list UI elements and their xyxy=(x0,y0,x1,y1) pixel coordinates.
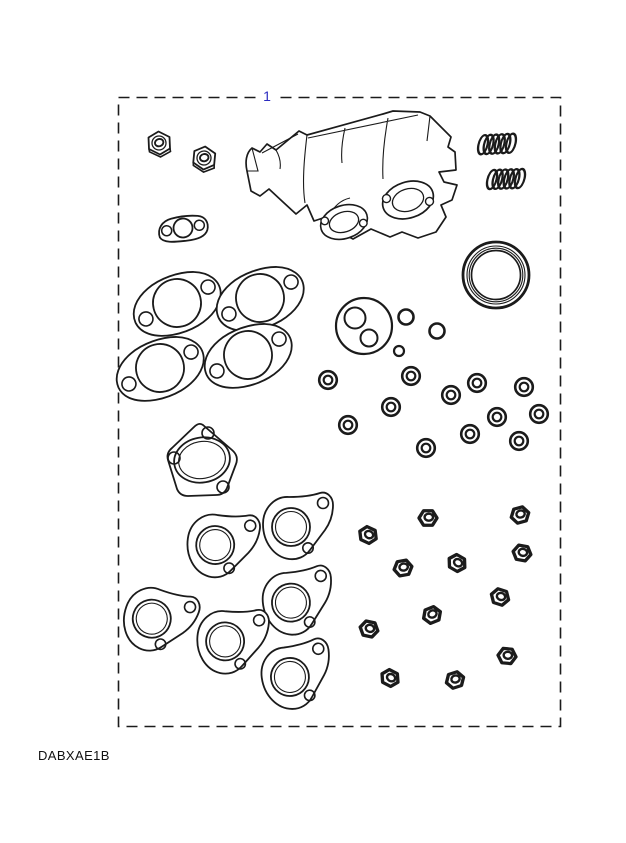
pentagon-flange-gasket xyxy=(168,424,237,496)
washer xyxy=(319,371,337,389)
triangular-exhaust-gasket xyxy=(183,507,262,583)
flange-nut xyxy=(393,559,413,576)
washer xyxy=(339,416,357,434)
o-ring xyxy=(399,310,414,325)
oval-port-gasket xyxy=(126,265,228,343)
triangular-exhaust-gasket xyxy=(263,493,333,560)
hex-nut xyxy=(149,132,171,158)
manifold-assembly xyxy=(246,111,457,245)
washer xyxy=(402,367,420,385)
washer xyxy=(382,398,400,416)
flange-nut xyxy=(489,587,511,606)
flange-nut xyxy=(379,667,402,688)
oval-port-gasket xyxy=(197,317,299,395)
washer xyxy=(530,405,548,423)
washer xyxy=(515,378,533,396)
small-oval-gasket xyxy=(158,214,210,244)
flange-nut xyxy=(421,605,443,625)
flange-nut xyxy=(512,544,532,561)
flange-nut xyxy=(509,506,530,525)
flange-nut xyxy=(419,511,437,525)
hex-nut xyxy=(192,145,217,173)
washer xyxy=(442,386,460,404)
triangular-exhaust-gasket xyxy=(257,637,336,713)
triangular-exhaust-gasket xyxy=(194,605,270,677)
washer xyxy=(461,425,479,443)
flange-nut xyxy=(357,525,379,546)
coil-spring xyxy=(476,133,519,154)
flange-nut xyxy=(446,552,469,574)
triangular-exhaust-gasket xyxy=(260,565,336,637)
triangular-exhaust-gasket xyxy=(114,577,203,664)
oval-port-gasket xyxy=(109,330,211,408)
washer xyxy=(488,408,506,426)
seal-ring xyxy=(463,242,529,308)
washer xyxy=(417,439,435,457)
o-ring xyxy=(430,324,445,339)
flange-nut xyxy=(359,620,380,638)
part-code-text: DABXAE1B xyxy=(38,748,110,763)
twin-hole-gasket xyxy=(336,298,392,354)
o-ring-small xyxy=(394,346,404,356)
flange-nut xyxy=(497,648,516,664)
flange-nut xyxy=(444,670,466,689)
washer xyxy=(468,374,486,392)
callout-label-1[interactable]: 1 xyxy=(256,88,278,105)
coil-spring xyxy=(485,169,528,189)
washer xyxy=(510,432,528,450)
parts-layer xyxy=(109,111,548,713)
